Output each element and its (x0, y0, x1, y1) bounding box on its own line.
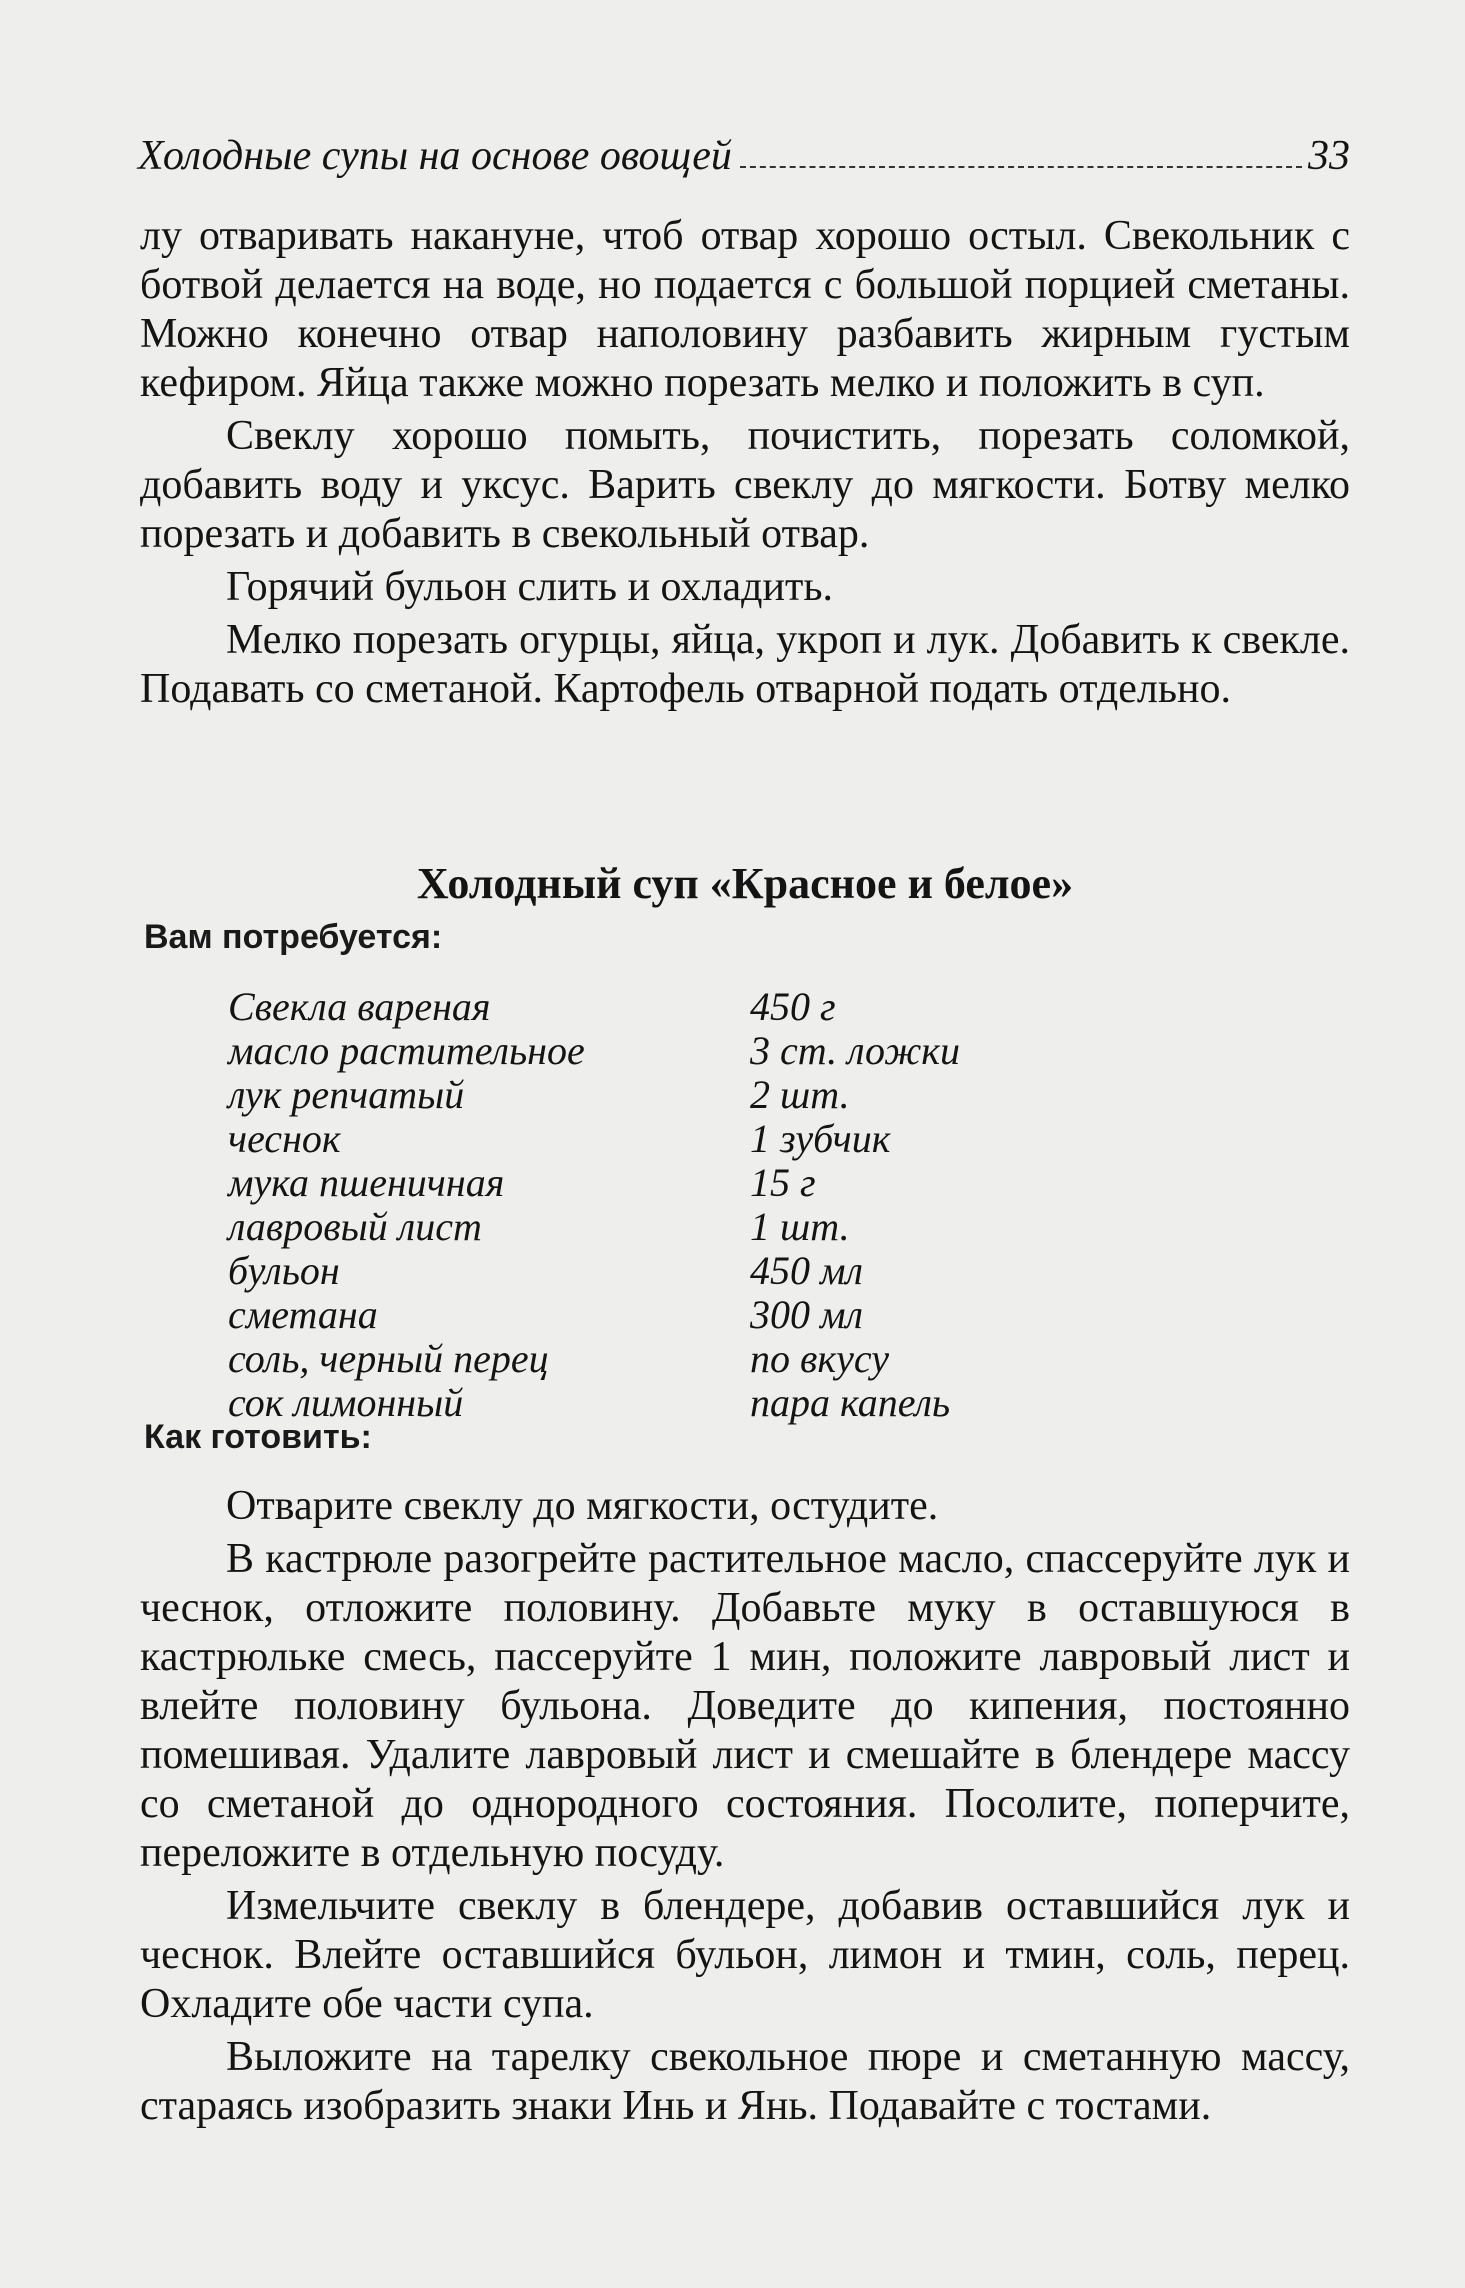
ingredient-amount: 1 зубчик (750, 1116, 891, 1161)
ingredient-name: масло растительное (228, 1028, 585, 1073)
ingredient-amount: 1 шт. (750, 1204, 850, 1249)
intro-text (140, 212, 1350, 718)
method-step: Отварите свеклу до мягкости, остудите. (226, 1483, 939, 1529)
ingredient-name: сметана (228, 1292, 378, 1337)
intro-paragraph: Горячий бульон слить и охладить. (226, 564, 833, 610)
ingredient-row (228, 1073, 1128, 1117)
ingredient-name: соль, черный перец (228, 1336, 549, 1381)
ingredient-row (228, 985, 1128, 1029)
running-head (138, 132, 1350, 180)
ingredient-amount: по вкусу (750, 1336, 890, 1381)
ingredient-row (228, 1249, 1128, 1293)
ingredient-row (228, 1293, 1128, 1337)
ingredient-row (228, 1161, 1128, 1205)
method-step: Измельчите свеклу в блендере, добавив оставшийся лук и чеснок. Влейте оставшийся бульон, лимон и тмин, соль, перец. Охладите обе части супа. (140, 1883, 1350, 2027)
ingredient-amount: пара капель (750, 1380, 951, 1425)
ingredient-name: сок лимонный (228, 1380, 464, 1425)
section-title: Холодные супы на основе овощей (138, 133, 732, 179)
method-step: В кастрюле разогрейте растительное масло, спассеруйте лук и чеснок, отложите половину. Добавьте муку в оставшуюся в кастрюльке смесь, пассеруйте 1 мин, положите лавровый лист и влейте половину бульона. Доведите до кипения, постоянно помешивая. Удалите лавровый лист и смешайте в блендере массу со сметаной до однородного состояния. Посолите, поперчите, переложите в отдельную посуду. (140, 1536, 1350, 1876)
ingredients-list (228, 985, 1128, 1425)
intro-paragraph: лу отваривать накануне, чтоб отвар хорошо остыл. Свекольник с ботвой делается на воде, но подается с большой порцией сметаны. Можно конечно отвар наполовину разбавить жирным густым кефиром. Яйца также можно порезать мелко и положить в суп. (140, 213, 1350, 406)
intro-paragraph: Мелко порезать огурцы, яйца, укроп и лук. Добавить к свекле. Подавать со сметаной. Картофель отварной подать отдельно. (140, 617, 1350, 712)
ingredient-row (228, 1205, 1128, 1249)
ingredient-name: лавровый лист (228, 1204, 482, 1249)
page-number: 33 (1308, 133, 1350, 179)
ingredient-row (228, 1337, 1128, 1381)
ingredient-amount: 450 мл (750, 1248, 863, 1293)
ingredient-row (228, 1117, 1128, 1161)
ingredients-heading: Вам потребуется: (144, 918, 443, 956)
ingredient-name: лук репчатый (228, 1072, 465, 1117)
intro-paragraph: Свеклу хорошо помыть, почистить, порезать соломкой, добавить воду и уксус. Варить свеклу до мягкости. Ботву мелко порезать и добавить в свекольный отвар. (140, 413, 1350, 557)
ingredient-amount: 300 мл (750, 1292, 863, 1337)
ingredient-name: Свекла вареная (228, 984, 491, 1029)
ingredient-amount: 2 шт. (750, 1072, 850, 1117)
ingredient-amount: 450 г (750, 984, 836, 1029)
recipe-title: Холодный суп «Красное и белое» (416, 859, 1074, 908)
ingredient-row (228, 1029, 1128, 1073)
method-heading: Как готовить: (144, 1418, 372, 1456)
method-text (140, 1482, 1350, 2135)
method-step: Выложите на тарелку свекольное пюре и сметанную массу, стараясь изобразить знаки Инь и Янь. Подавайте с тостами. (140, 2034, 1350, 2129)
ingredient-amount: 3 ст. ложки (750, 1028, 960, 1073)
header-dashed-rule (740, 166, 1302, 168)
ingredient-name: бульон (228, 1248, 340, 1293)
ingredient-name: чеснок (228, 1116, 341, 1161)
ingredient-name: мука пшеничная (228, 1160, 505, 1205)
ingredient-amount: 15 г (750, 1160, 816, 1205)
